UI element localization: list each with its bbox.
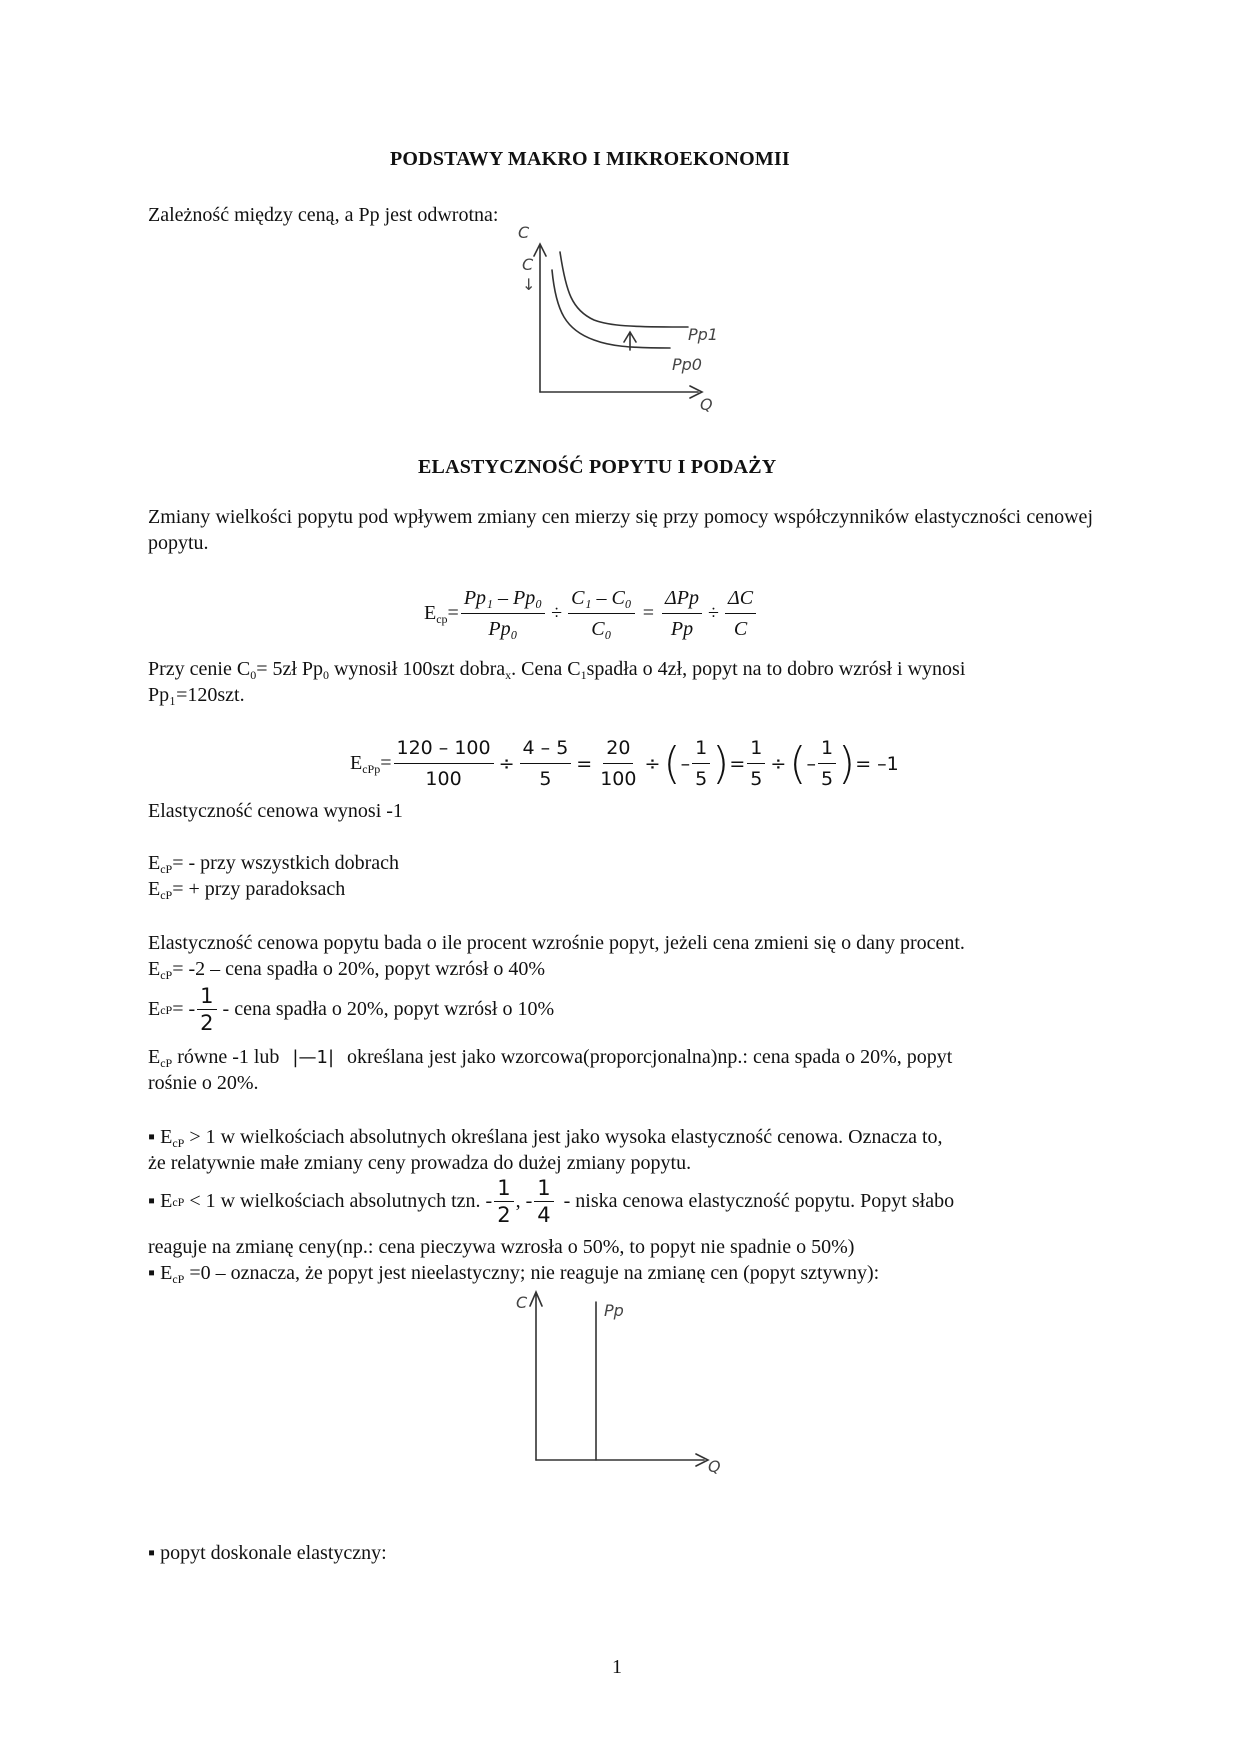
paragraph-definition: Zmiany wielkości popytu pod wpływem zmiany cen mierzy się przy pomocy współczynników elastyczności cenowej popytu.	[148, 506, 1093, 554]
graph1-y-note-arrow: ↓	[522, 275, 536, 294]
elasticity-result: Elastyczność cenowa wynosi -1	[148, 800, 403, 822]
paragraph-percent: Elastyczność cenowa popytu bada o ile procent wzrośnie popyt, jeżeli cena zmieni się o dany procent.	[148, 932, 965, 954]
curve-pp0-label: Pp0	[672, 355, 702, 374]
graph2-y-axis-label: C	[516, 1293, 528, 1312]
document-title: PODSTAWY MAKRO I MIKROEKONOMII	[390, 148, 790, 170]
example-unit-elastic-line2: rośnie o 20%.	[148, 1072, 259, 1094]
example-unit-elastic: $E_{cP}$ równe -1 lub |—1| określana jest jako wzorcowa(proporcjonalna)np.: cena spada o 20%, popyt	[148, 1046, 953, 1070]
bullet-high-elasticity-line2: że relatywnie małe zmiany ceny prowadza do dużej zmiany popytu.	[148, 1152, 692, 1174]
bullet-low-elasticity: ▪ E cP < 1 w wielkościach absolutnych tzn. - $\frac{1}{2}$ , - $\frac{1}{4}$ - niska cenowa elastyczność popytu. Popyt słabo	[148, 1176, 955, 1227]
bullet-high-elasticity: ▪ $E_{cP} > 1$ w wielkościach absolutnych określana jest jako wysoka elastyczność cenowa. Oznacza to,	[148, 1126, 943, 1150]
ecp-positive: $E_{cP}=$ + przy paradoksach	[148, 878, 346, 902]
graph2-y-axis	[530, 1292, 542, 1460]
formula1-lhs: $E_{cp}=$	[424, 602, 459, 626]
example-minus-two: $E_{cP}= -2$ – cena spadła o 20%, popyt wzrósł o 40%	[148, 958, 546, 982]
elasticity-calculation: $E_{cPp}=$ $\frac{120 - 100}{100}$ ÷ $\frac{4 - 5}{5}$ = $\frac{20}{100}$ ÷ ( – $\frac{1}{5}$ ) = $\frac{1}{5}$ ÷ ( – $\frac{1}{5}$ ) = –1	[350, 734, 899, 793]
graph1-y-axis	[534, 244, 546, 392]
example-minus-half: E cP = - $\frac{1}{2}$ - cena spadła o 20%, popyt wzrósł o 10%	[148, 984, 555, 1035]
graph1-y-note: C	[522, 255, 534, 274]
graph1-y-axis-label: C	[518, 223, 530, 242]
inverse-demand-graph	[510, 222, 730, 417]
formula1-fraction-price: $\frac{\text{C₁ – C₀}}{\text{C₀}}$	[568, 584, 635, 643]
curve-pp0	[552, 270, 670, 348]
paragraph-example: Przy cenie $C_0=$ 5zł $Pp_0$ wynosił 100szt dobra$_x$. Cena $C_1spadła$ o 4zł, popyt na to dobro wzrósł i wynosi	[148, 658, 966, 682]
curve-pp1-label: Pp1	[688, 325, 718, 344]
graph2-x-axis	[536, 1454, 708, 1466]
formula1-fraction-delta-demand: $\frac{\text{ΔPp}}{Pp}$	[662, 584, 702, 643]
section-title: ELASTYCZNOŚĆ POPYTU I PODAŻY	[418, 456, 777, 478]
elasticity-formula: $E_{cp}=$ $\frac{\text{Pp₁ – Pp₀}}{\text{Pp₀}}$ ÷ $\frac{\text{C₁ – C₀}}{\text{C₀}}$ = $\frac{\text{ΔPp}}{Pp}$ ÷ $\frac{\Delta C}{C}$	[424, 584, 758, 643]
formula1-fraction-demand: $\frac{\text{Pp₁ – Pp₀}}{\text{Pp₀}}$	[461, 584, 545, 643]
vertical-demand-label: Pp	[604, 1301, 624, 1320]
formula2-lhs: $E_{cPp}=$	[350, 752, 392, 776]
graph2-x-axis-label: Q	[708, 1457, 721, 1476]
curve-pp1	[560, 252, 688, 327]
graph1-x-axis	[540, 386, 702, 398]
bullet-inelastic: ▪ $E_{cP} =0$ – oznacza, że popyt jest nieelastyczny; nie reaguje na zmianę cen (popyt sztywny):	[148, 1262, 880, 1286]
bullet-perfectly-elastic: ▪ popyt doskonale elastyczny:	[148, 1542, 387, 1564]
graph1-x-axis-label: Q	[700, 395, 713, 414]
intro-text: Zależność między ceną, a Pp jest odwrotna:	[148, 204, 499, 226]
ecp-negative: $E_{cP}=$ - przy wszystkich dobrach	[148, 852, 399, 876]
bullet-low-elasticity-line2: reaguje na zmianę ceny(np.: cena pieczywa wzrosła o 50%, to popyt nie spadnie o 50%)	[148, 1236, 855, 1258]
page-number: 1	[612, 1656, 622, 1678]
inelastic-demand-graph	[508, 1286, 728, 1476]
paragraph-example-line2: Pp₁=120szt.	[148, 684, 245, 706]
formula1-fraction-delta-price: $\frac{\Delta C}{C}$	[725, 584, 756, 643]
